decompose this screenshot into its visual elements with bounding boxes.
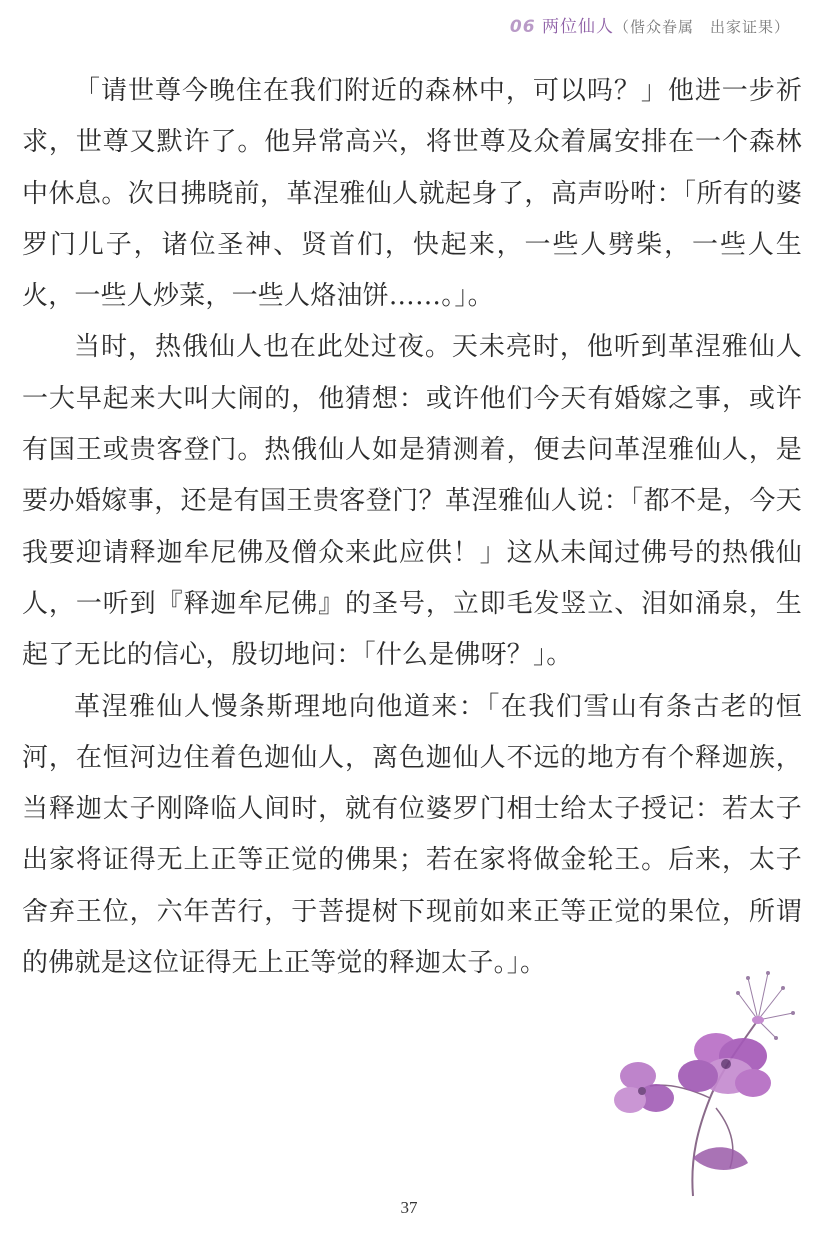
- page-number: 37: [400, 1198, 418, 1217]
- chapter-subtitle: （偕众眷属 出家证果）: [613, 18, 790, 36]
- flower-illustration: [598, 958, 808, 1208]
- chapter-title: 两位仙人: [541, 17, 614, 37]
- paragraph: 当时，热俄仙人也在此处过夜。天未亮时，他听到革涅雅仙人一大早起来大叫大闹的，他猜想：或许他们今天有婚嫁之事，或许有国王或贵客登门。热俄仙人如是猜测着，便去问革涅雅仙人，是要办婚嫁事，还是有国王贵客登门？革涅雅仙人说：「都不是，今天我要迎请释迦牟尼佛及僧众来此应供！」这从未闻过佛号的热俄仙人，一听到『释迦牟尼佛』的圣号，立即毛发竖立、泪如涌泉，生起了无比的信心，殷切地问：「什么是佛呀？」。: [22, 332, 802, 671]
- paragraph: 「请世尊今晚住在我们附近的森林中，可以吗？」他进一步祈求，世尊又默许了。他异常高兴，将世尊及众着属安排在一个森林中休息。次日拂晓前，革涅雅仙人就起身了，高声吩咐：「所有的婆罗门儿子，诸位圣神、贤首们，快起来，一些人劈柴，一些人生火，一些人炒菜，一些人烙油饼……。」。: [22, 76, 802, 312]
- chapter-number: 06: [509, 17, 536, 37]
- paragraph: 革涅雅仙人慢条斯理地向他道来：「在我们雪山有条古老的恒河，在恒河边住着色迦仙人，离色迦仙人不远的地方有个释迦族，当释迦太子刚降临人间时，就有位婆罗门相士给太子授记：若太子出家将证得无上正等正觉的佛果；若在家将做金轮王。后来，太子舍弃王位，六年苦行，于菩提树下现前如来正等正觉的果位，所谓的佛就是这位证得无上正等觉的释迦太子。」。: [22, 691, 802, 979]
- body-text: [22, 66, 802, 989]
- chapter-header: [510, 12, 790, 37]
